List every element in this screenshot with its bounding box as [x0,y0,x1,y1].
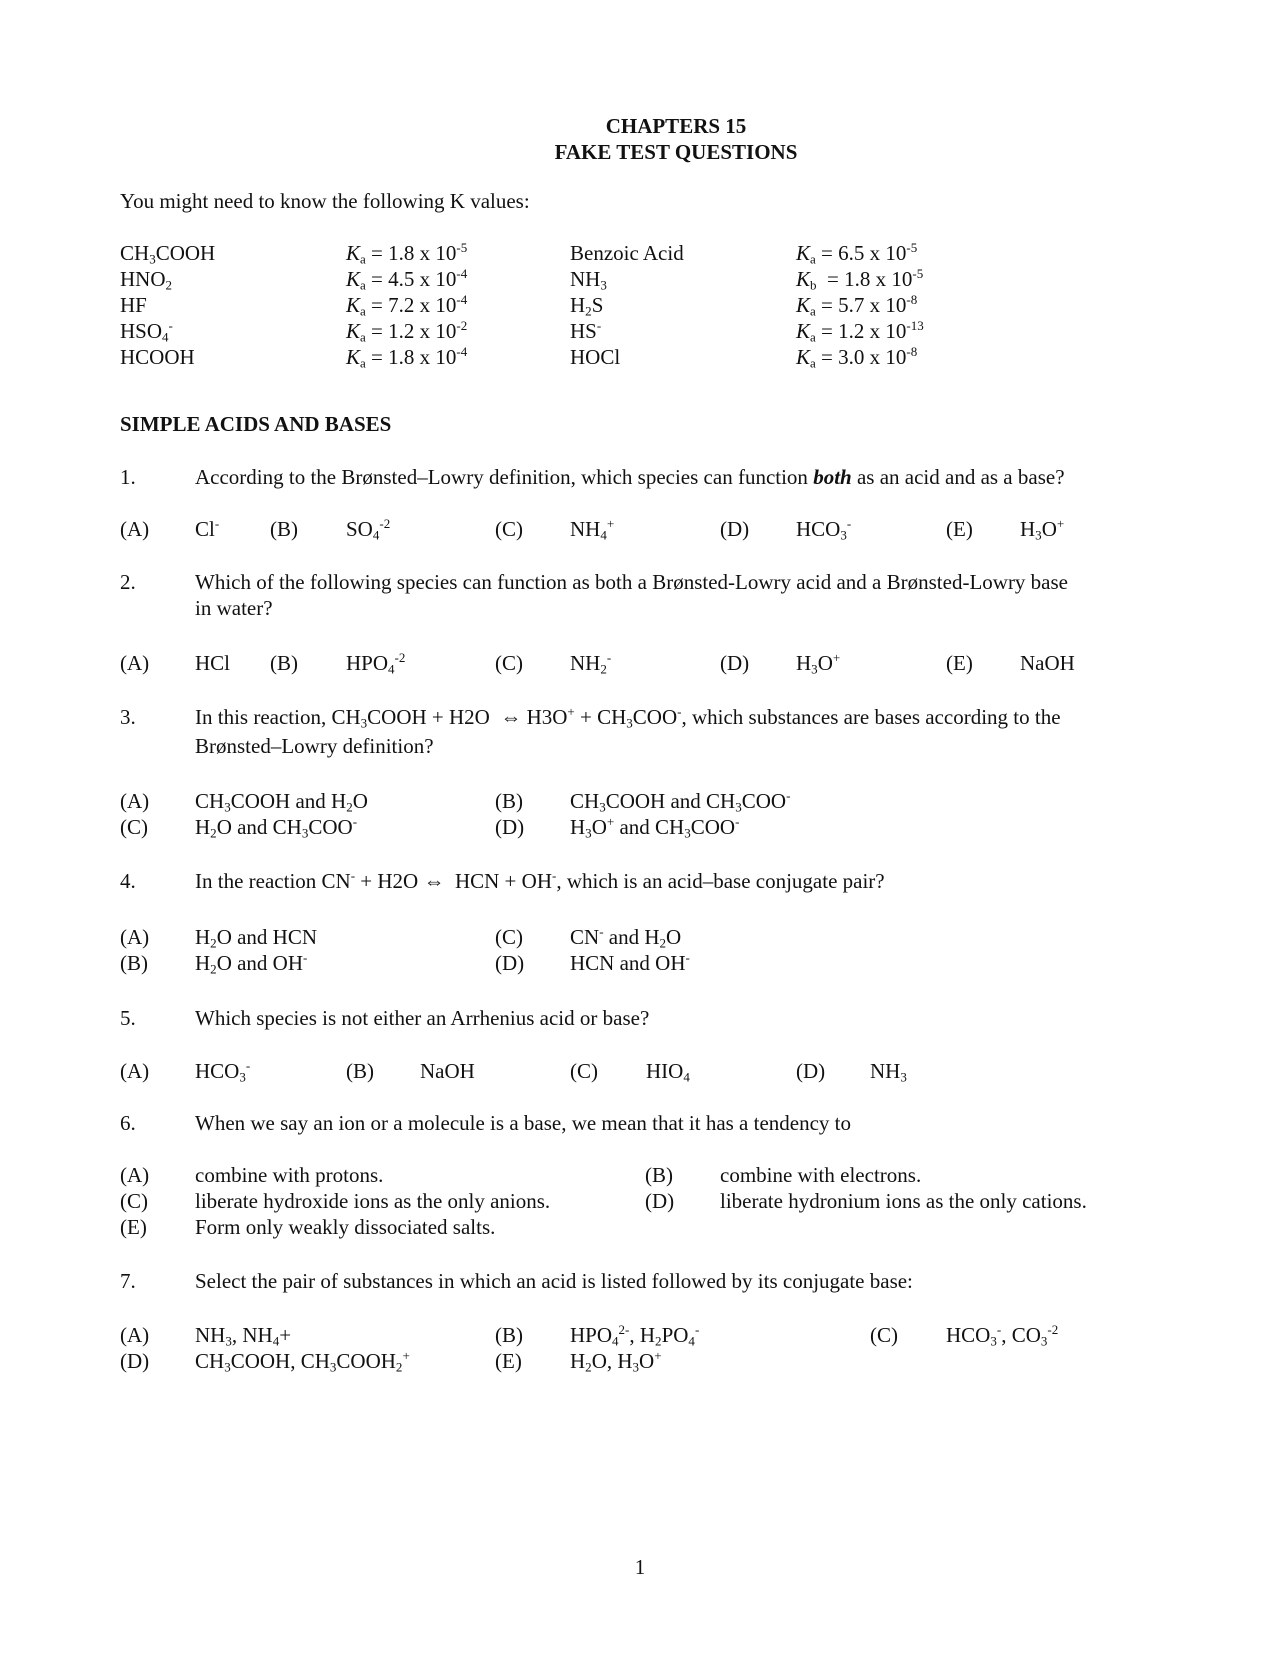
question-text: in water? [195,596,273,620]
choice-text: $SO_4^{-2}$ [346,516,391,543]
choice-label: (A) [120,651,150,675]
choice-text: $HPO_4^{-2}$ [346,650,406,677]
choice-text: $NH_3$ [870,1059,907,1085]
choice-label: (D) [645,1189,675,1213]
choice-text: $NH_4^+$ [570,516,615,543]
k-species: Benzoic Acid [570,241,684,265]
choice-text: $H_3O^+$ [796,650,841,677]
k-value: $K_a = 5.7$ x $10^{-8}$ [796,292,918,319]
choice-label: (C) [495,517,523,541]
choice-text: $H_3O^+$ and $CH_3COO^-$ [570,814,740,841]
choice-text: $H_2O$ and OH- [195,950,308,977]
k-species: $HSO_4^-$ [120,318,173,345]
choice-text: $CH_3COOH$ and $CH_3COO^-$ [570,788,791,815]
choice-label: (B) [270,517,298,541]
choice-text: $HCO_3^-$ [195,1058,251,1085]
question-text: In this reaction, $CH_3COOH + H2O$ ⇔ $H3O^+ + CH_3COO^-$, which substances are bases according to the [195,704,1061,731]
choice-label: (E) [946,651,973,675]
choice-text: combine with protons. [195,1163,384,1187]
choice-text: liberate hydronium ions as the only cations. [720,1189,1087,1213]
k-species: $HNO_2$ [120,267,173,293]
k-value: $K_a = 4.5$ x $10^{-4}$ [346,266,468,293]
choice-text: HCN and OH- [570,950,690,975]
choice-text: $H_3O^+$ [1020,516,1065,543]
choice-label: (D) [120,1349,150,1373]
choice-text: CN- and $H_2O$ [570,924,682,951]
k-value: $K_a = 1.2$ x $10^{-13}$ [796,318,924,345]
choice-text: $HIO_4$ [646,1059,690,1085]
k-value: $K_a = 3.0$ x $10^{-8}$ [796,344,918,371]
choice-text: Form only weakly dissociated salts. [195,1215,496,1239]
choice-label: (C) [120,1189,148,1213]
choice-label: (C) [495,925,523,949]
choice-label: (E) [495,1349,522,1373]
k-value: $K_a = 1.8$ x $10^{-4}$ [346,344,468,371]
question-text: Which species is not either an Arrhenius acid or base? [195,1006,650,1030]
k-species: HCOOH [120,345,195,369]
question-number: 2. [120,570,136,594]
question-text: When we say an ion or a molecule is a base, we mean that it has a tendency to [195,1111,852,1135]
choice-label: (A) [120,1059,150,1083]
choice-text: $H_2O$, $H_3O^+$ [570,1348,662,1375]
question-text: Which of the following species can function as both a Brønsted-Lowry acid and a Brønsted-Lowry base [195,570,1068,594]
title-line-2: FAKE TEST QUESTIONS [554,140,798,164]
choice-text: $NH_2^-$ [570,650,612,677]
choice-label: (C) [570,1059,598,1083]
choice-label: (B) [270,651,298,675]
k-value: $K_a = 1.2$ x $10^{-2}$ [346,318,468,345]
k-value: $K_b = 1.8$ x $10^{-5}$ [796,266,924,293]
choice-label: (B) [645,1163,673,1187]
k-value: $K_a = 1.8$ x $10^{-5}$ [346,240,468,267]
choice-label: (D) [796,1059,826,1083]
choice-label: (D) [720,651,750,675]
choice-text: $NH_3$, $NH_4+$ [195,1323,292,1349]
choice-label: (A) [120,1163,150,1187]
question-number: 6. [120,1111,136,1135]
choice-text: $HCO_3^-$, $CO_3^{-2}$ [946,1322,1059,1349]
choice-text: HCl [195,651,231,675]
choice-label: (C) [870,1323,898,1347]
k-species: HF [120,293,147,317]
choice-text: $CH_3COOH$, $CH_3COOH_2^+$ [195,1348,410,1375]
question-text: Select the pair of substances in which an acid is listed followed by its conjugate base: [195,1269,913,1293]
choice-text: NaOH [1020,651,1075,675]
choice-label: (E) [120,1215,147,1239]
k-species: $NH_3$ [570,267,607,293]
choice-label: (B) [346,1059,374,1083]
choice-label: (A) [120,1323,150,1347]
choice-label: (A) [120,517,150,541]
question-number: 4. [120,869,136,893]
choice-label: (B) [120,951,148,975]
choice-label: (C) [495,651,523,675]
k-value: $K_a = 7.2$ x $10^{-4}$ [346,292,468,319]
k-species: $H_2S$ [570,293,604,319]
choice-text: $HPO_4^{2-}$, $H_2PO_4^-$ [570,1322,700,1349]
choice-text: $H_2O$ and HCN [195,925,318,951]
page-number: 1 [634,1555,646,1579]
choice-label: (E) [946,517,973,541]
choice-text: Cl- [195,516,220,541]
choice-text: $HCO_3^-$ [796,516,852,543]
choice-label: (C) [120,815,148,839]
choice-text: liberate hydroxide ions as the only anions. [195,1189,551,1213]
k-species: $CH_3COOH$ [120,241,216,267]
k-value: $K_a = 6.5$ x $10^{-5}$ [796,240,918,267]
choice-label: (A) [120,789,150,813]
k-species: HS- [570,318,602,343]
question-text: According to the Brønsted–Lowry definition, which species can function both as an acid and as a base? [195,465,1065,489]
choice-label: (A) [120,925,150,949]
question-number: 5. [120,1006,136,1030]
question-text: In the reaction CN- + H2O ⇔ HCN + OH-, which is an acid–base conjugate pair? [195,868,885,893]
choice-label: (B) [495,1323,523,1347]
choice-text: combine with electrons. [720,1163,922,1187]
choice-label: (D) [495,951,525,975]
title-line-1: CHAPTERS 15 [605,114,747,138]
section-heading: SIMPLE ACIDS AND BASES [120,412,392,436]
intro-text: You might need to know the following K values: [120,189,530,213]
question-text: Brønsted–Lowry definition? [195,734,434,758]
choice-text: NaOH [420,1059,475,1083]
choice-label: (D) [495,815,525,839]
choice-label: (B) [495,789,523,813]
question-number: 3. [120,705,136,729]
k-species: HOCl [570,345,621,369]
question-number: 7. [120,1269,136,1293]
choice-text: $CH_3COOH$ and $H_2O$ [195,789,368,815]
choice-label: (D) [720,517,750,541]
question-number: 1. [120,465,136,489]
choice-text: $H_2O$ and $CH_3COO^-$ [195,814,358,841]
